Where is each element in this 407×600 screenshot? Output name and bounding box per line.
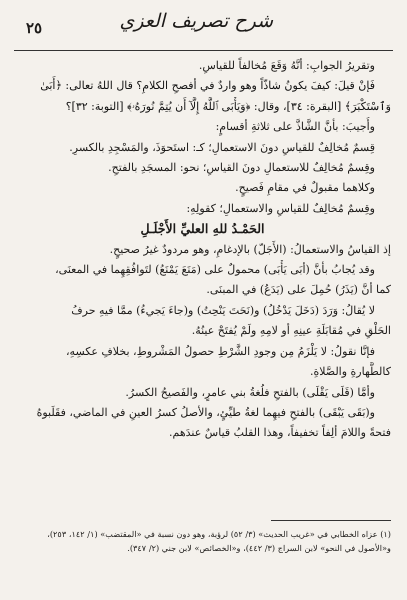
running-title: شرح تصريف العزي — [119, 10, 273, 32]
main-text — [14, 56, 391, 444]
text-line: و(بَقَى يَبْقَى) بالفتحِ فيهِما لغةُ طيِّئٍ، والأصلُ كسرُ العينِ في الماضي، فقَلَبوهُ — [36, 405, 375, 419]
text-line: كالطَّهارةِ والصَّلاةِ. — [309, 365, 391, 379]
footnote-line: و«الأصول في النحو» لابن السراج (٣/ ٤٤٢)، و«الخصائص» لابن جني (٢/ ٣٤٧). — [127, 543, 391, 553]
footnotes — [14, 520, 391, 555]
verse-line: الحَمْـدُ للهِ العليِّ الأَجْلَـلِ — [140, 221, 265, 237]
text-line: لا يُقالُ: وَرَدَ (دَخَلَ يَدْخُلُ) و(نَحَتَ يَنْحِتُ) و(جاءَ يَجيءُ) ممَّا فيهِ حرفُ — [71, 303, 375, 317]
header-divider — [14, 50, 393, 51]
text-line: وأمَّا (قَلَى يَقْلَى) بالفتحِ فلُغةُ بني عامرٍ، والفَصيحُ الكسرُ. — [125, 385, 375, 399]
text-line: وكلاهما مقبولٌ في مقامِ فَصيحٍ. — [235, 181, 375, 195]
text-line: فَإنْ قيلَ: كيفَ يكونُ شاذّاً وهو واردٌ في أفصحِ الكلامِ؟ قال اللهُ تعالى: ﴿أَبَىٰ — [40, 79, 375, 93]
text-line: وأُجيبَ: بأنَّ الشَّاذَّ على ثلاثةِ أقسامٍ: — [215, 120, 375, 134]
footnote-line: (١) عزاه الخطابي في «غريب الحديث» (٣/ ٥٢) لرؤبة، وهو دون نسبة في «المقتضب» (١/ ١٤٢، ٢٥٣)، — [47, 529, 391, 539]
text-line: وَٱسْتَكْبَرَ﴾ [البقرة: ٣٤]، وقال: ﴿وَيَأْبَى ٱللَّهُ إِلَّآ أَن يُتِمَّ نُورَهُۥ﴾ [التوبة: ٣٢]؟ — [65, 99, 391, 113]
text-line: قِسمٌ مُخالِفٌ للقياسِ دونَ الاستعمالِ؛ كـ: استَحوَذَ، والمَسْجِدِ بالكسرِ. — [69, 140, 375, 154]
text-line: وقد يُجابُ بأنَّ (أبَى يَأْبَى) محمولٌ على (مَنَعَ يَمْنَعُ) لتَوافُقِهِما في المعنَى، — [55, 263, 375, 277]
text-line: وقِسمٌ مُخالِفٌ للاستعمالِ دونَ القياسِ؛ نحو: المسجَدِ بالفتحِ. — [108, 161, 375, 175]
text-line: وتقريرُ الجوابِ: أنَّهُ وَقَعَ مُخالفاً للقياسِ. — [198, 59, 375, 72]
text-line: إذ القياسُ والاستعمالُ: (الأَجَلّ) بالإدغامِ، وهو مردودٌ غيرُ صحيحٍ. — [109, 242, 391, 256]
footnote-divider — [271, 520, 391, 521]
page-number: ٢٥ — [26, 19, 43, 37]
text-line: الحَلْقِ في مُقابَلَةِ عينِهِ أو لامِهِ ولَمْ يُفتَحْ عينُهُ. — [191, 324, 391, 338]
text-line: وقِسمٌ مُخالِفٌ للقياسِ والاستعمالِ؛ كقولِهِ: — [186, 201, 375, 215]
text-line: فإنَّا نقولُ: لا يَلْزَمُ مِن وجودِ الشَّرْطِ حصولُ المَشْروطِ، بخلافِ عكسِهِ، — [66, 344, 375, 358]
text-line: فتحةً واللامَ ألِفاً تخفيفاً، وهذا القلبُ قياسٌ عندَهم. — [169, 426, 391, 440]
page-header — [14, 8, 393, 48]
text-line: كما أنَّ (يَذَرُ) حُمِلَ على (يَدَعُ) في المبنَى. — [206, 283, 391, 297]
